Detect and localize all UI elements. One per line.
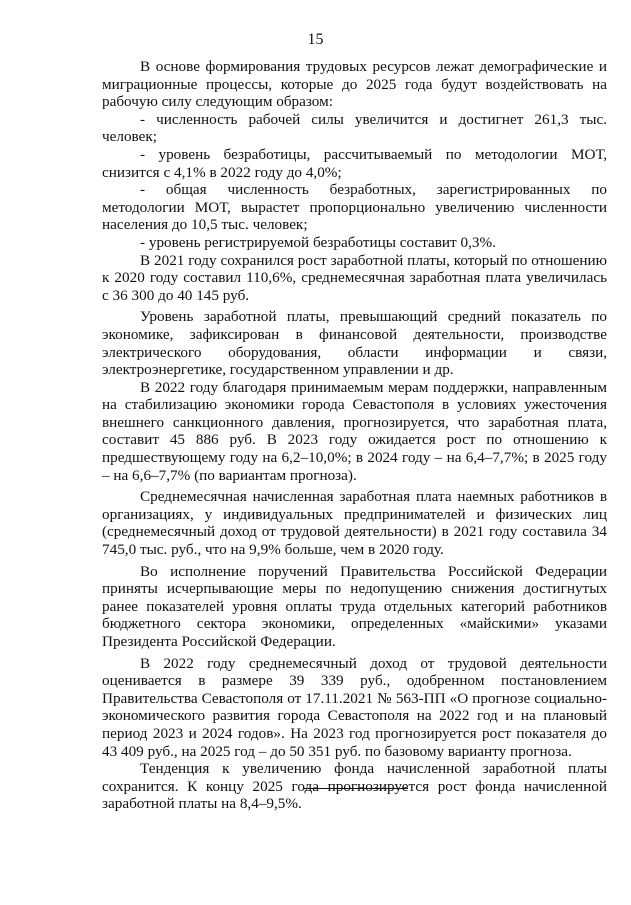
page-number: 15 [307,31,324,48]
paragraph-income-forecast: В 2022 году среднемесячный доход от трудовой деятельности оценивается в размере 39 339 руб., одобренном постановлением Правительства Севастополя от 17.11.2021 № 563-ПП «О прогнозе социально-экономического развития города Севастополя на 2022 год и на плановый период 2023 и 2024 годов». На 2023 год прогнозируется рост показателя до 43 409 руб., на 2025 год – до 50 351 руб. по базовому варианту прогноза. [102,654,607,760]
list-item-unemployed-count: - общая численность безработных, зарегистрированных по методологии МОТ, вырастет пропорционально увеличению численности населения до 10,5 тыс. человек; [102,181,607,234]
list-item-unemployment-rate: - уровень безработицы, рассчитываемый по методологии МОТ, снизится с 4,1% в 2022 году до 4,0%; [102,145,607,181]
list-item-labor-force: - численность рабочей силы увеличится и достигнет 261,3 тыс. человек; [102,110,607,146]
list-item-registered-unemployment: - уровень регистрируемой безработицы составит 0,3%. [140,233,496,251]
paragraph-payroll-fund: Тенденция к увеличению фонда начисленной заработной платы сохранится. К концу 2025 года прогнозируется рост фонда начисленной заработной платы на 8,4–9,5%. [102,760,607,813]
paragraph-wage-sectors: Уровень заработной платы, превышающий средний показатель по экономике, зафиксирован в финансовой деятельности, производстве электрического оборудования, области информации и связи, электроэнергетике, государственном управлении и др. [102,308,607,379]
paragraph-government-measures: Во исполнение поручений Правительства Российской Федерации приняты исчерпывающие меры по недопущению снижения достигнутых ранее показателей уровня оплаты труда отдельных категорий работников бюджетного сектора экономики, определенных «майскими» указами Президента Российской Федерации. [102,562,607,650]
paragraph-wage-growth-2021: В 2021 году сохранился рост заработной платы, который по отношению к 2020 году составил 110,6%, среднемесячная заработная плата увеличилась с 36 300 до 40 145 руб. [102,251,607,304]
paragraph-wage-forecast: В 2022 году благодаря принимаемым мерам поддержки, направленным на стабилизацию экономики города Севастополя в условиях ужесточения внешнего санкционного давления, прогнозируется, что заработная плата, составит 45 886 руб. В 2023 году ожидается рост по отношению к предшествующему году на 6,2–10,0%; в 2024 году – на 6,4–7,7%; в 2025 году – на 6,6–7,7% (по вариантам прогноза). [102,378,607,484]
document-body [102,58,607,813]
section-divider [304,788,408,789]
paragraph-average-wage: Среднемесячная начисленная заработная плата наемных работников в организациях, у индивидуальных предпринимателей и физических лиц (среднемесячный доход от трудовой деятельности) в 2021 году составила 34 745,0 тыс. руб., что на 9,9% больше, чем в 2020 году. [102,488,607,559]
paragraph-workforce-intro: В основе формирования трудовых ресурсов лежат демографические и миграционные процессы, которые до 2025 года будут воздействовать на рабочую силу следующим образом: [102,58,607,111]
